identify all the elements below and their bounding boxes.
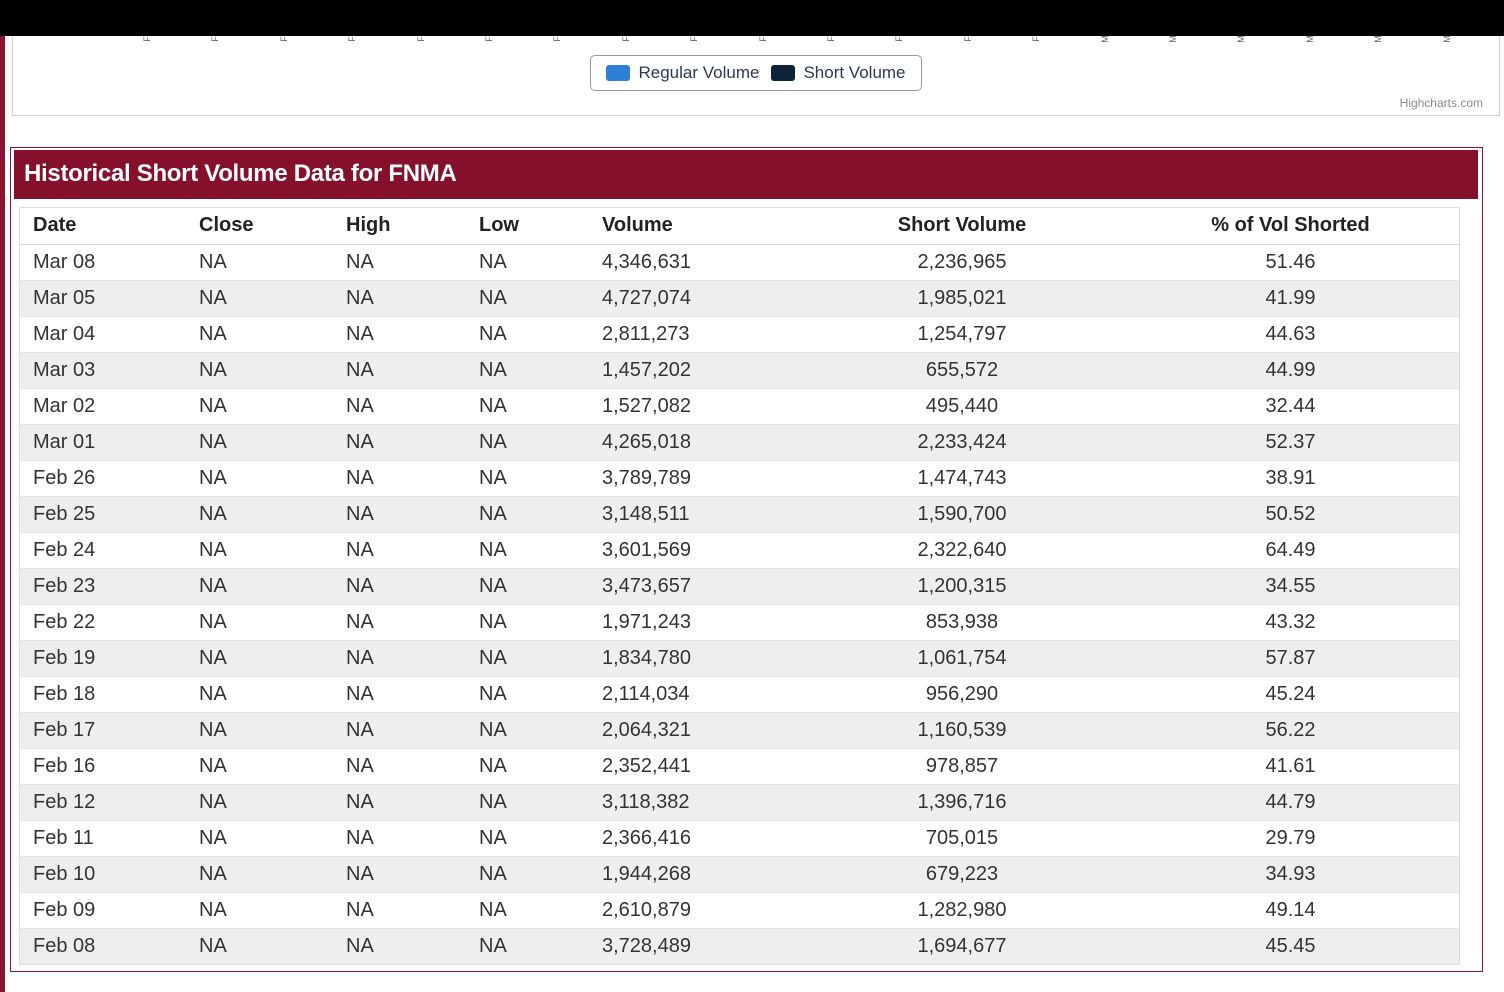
column-header-date: Date (20, 208, 199, 244)
volume-chart (12, 36, 1500, 116)
cell-short-volume: 1,061,754 (802, 640, 1122, 676)
left-accent-bar (0, 36, 5, 992)
cell-short-volume: 978,857 (802, 748, 1122, 784)
x-axis-tick-label: M (1305, 35, 1315, 43)
cell-low: NA (479, 316, 602, 352)
cell-date: Feb 10 (20, 856, 199, 892)
cell-date: Mar 03 (20, 352, 199, 388)
cell-low: NA (479, 424, 602, 460)
x-axis-tick-label: M (1373, 35, 1383, 43)
cell-low: NA (479, 532, 602, 568)
cell-volume: 2,811,273 (602, 316, 802, 352)
x-axis-tick-label: F (689, 36, 699, 42)
regular-volume-swatch (606, 65, 630, 81)
cell-short-volume: 655,572 (802, 352, 1122, 388)
table-body (20, 244, 1459, 964)
cell-low: NA (479, 676, 602, 712)
column-header-pct-shorted: % of Vol Shorted (1122, 208, 1459, 244)
cell-pct-shorted: 41.61 (1122, 748, 1459, 784)
cell-pct-shorted: 44.99 (1122, 352, 1459, 388)
cell-high: NA (346, 496, 479, 532)
column-header-close: Close (199, 208, 346, 244)
legend-item-regular-volume[interactable] (606, 63, 759, 83)
x-axis-tick-label: F (826, 36, 836, 42)
cell-low: NA (479, 892, 602, 928)
cell-low: NA (479, 388, 602, 424)
x-axis-tick-label: F (142, 36, 152, 42)
cell-low: NA (479, 856, 602, 892)
highcharts-credits-link[interactable]: Highcharts.com (1399, 96, 1483, 110)
cell-short-volume: 1,590,700 (802, 496, 1122, 532)
cell-date: Mar 08 (20, 244, 199, 280)
cell-date: Feb 08 (20, 928, 199, 964)
legend-label-regular-volume: Regular Volume (638, 63, 760, 82)
cell-low: NA (479, 352, 602, 388)
short-volume-table (20, 208, 1459, 964)
cell-close: NA (199, 532, 346, 568)
cell-low: NA (479, 640, 602, 676)
cell-pct-shorted: 50.52 (1122, 496, 1459, 532)
x-axis-tick-label: F (347, 36, 357, 42)
cell-volume: 4,265,018 (602, 424, 802, 460)
cell-short-volume: 1,694,677 (802, 928, 1122, 964)
panel-title: Historical Short Volume Data for FNMA (14, 150, 1478, 199)
cell-high: NA (346, 640, 479, 676)
cell-high: NA (346, 532, 479, 568)
chart-legend (590, 55, 922, 91)
cell-short-volume: 1,200,315 (802, 568, 1122, 604)
legend-item-short-volume[interactable] (771, 63, 905, 83)
cell-short-volume: 1,160,539 (802, 712, 1122, 748)
cell-high: NA (346, 424, 479, 460)
x-axis-tick-label: M (1236, 35, 1246, 43)
cell-close: NA (199, 352, 346, 388)
cell-low: NA (479, 928, 602, 964)
table-row (20, 892, 1459, 928)
cell-date: Feb 17 (20, 712, 199, 748)
cell-low: NA (479, 568, 602, 604)
cell-pct-shorted: 52.37 (1122, 424, 1459, 460)
x-axis-tick-label: F (416, 36, 426, 42)
cell-close: NA (199, 784, 346, 820)
cell-volume: 1,834,780 (602, 640, 802, 676)
cell-pct-shorted: 64.49 (1122, 532, 1459, 568)
cell-close: NA (199, 676, 346, 712)
cell-volume: 3,601,569 (602, 532, 802, 568)
cell-high: NA (346, 856, 479, 892)
table-row (20, 856, 1459, 892)
cell-close: NA (199, 568, 346, 604)
cell-pct-shorted: 34.93 (1122, 856, 1459, 892)
cell-volume: 1,971,243 (602, 604, 802, 640)
x-axis-tick-label: F (758, 36, 768, 42)
cell-volume: 2,352,441 (602, 748, 802, 784)
cell-close: NA (199, 316, 346, 352)
cell-pct-shorted: 41.99 (1122, 280, 1459, 316)
x-axis-tick-label: F (484, 36, 494, 42)
cell-close: NA (199, 280, 346, 316)
x-axis-tick-label: F (621, 36, 631, 42)
cell-volume: 2,610,879 (602, 892, 802, 928)
cell-volume: 3,118,382 (602, 784, 802, 820)
x-axis-tick-label: F (1031, 36, 1041, 42)
cell-date: Feb 26 (20, 460, 199, 496)
cell-high: NA (346, 316, 479, 352)
x-axis-tick-label: F (552, 36, 562, 42)
cell-pct-shorted: 57.87 (1122, 640, 1459, 676)
cell-volume: 3,148,511 (602, 496, 802, 532)
cell-date: Feb 16 (20, 748, 199, 784)
cell-high: NA (346, 712, 479, 748)
cell-date: Feb 12 (20, 784, 199, 820)
cell-high: NA (346, 568, 479, 604)
cell-volume: 3,728,489 (602, 928, 802, 964)
cell-volume: 4,727,074 (602, 280, 802, 316)
cell-close: NA (199, 244, 346, 280)
cell-high: NA (346, 892, 479, 928)
table-row (20, 460, 1459, 496)
table-row (20, 568, 1459, 604)
cell-close: NA (199, 892, 346, 928)
cell-volume: 2,366,416 (602, 820, 802, 856)
cell-date: Feb 23 (20, 568, 199, 604)
cell-short-volume: 1,254,797 (802, 316, 1122, 352)
x-axis-tick-label: F (963, 36, 973, 42)
cell-close: NA (199, 820, 346, 856)
cell-date: Mar 01 (20, 424, 199, 460)
table-row (20, 388, 1459, 424)
cell-pct-shorted: 32.44 (1122, 388, 1459, 424)
cell-close: NA (199, 388, 346, 424)
cell-low: NA (479, 712, 602, 748)
cell-date: Feb 19 (20, 640, 199, 676)
cell-short-volume: 1,396,716 (802, 784, 1122, 820)
cell-pct-shorted: 56.22 (1122, 712, 1459, 748)
cell-low: NA (479, 820, 602, 856)
x-axis-tick-label: M (1100, 35, 1110, 43)
cell-short-volume: 2,236,965 (802, 244, 1122, 280)
column-header-volume: Volume (602, 208, 802, 244)
cell-low: NA (479, 496, 602, 532)
cell-date: Feb 11 (20, 820, 199, 856)
cell-high: NA (346, 928, 479, 964)
cell-high: NA (346, 676, 479, 712)
cell-date: Feb 09 (20, 892, 199, 928)
x-axis-tick-label: F (279, 36, 289, 42)
table-row (20, 712, 1459, 748)
cell-volume: 4,346,631 (602, 244, 802, 280)
cell-date: Mar 05 (20, 280, 199, 316)
cell-close: NA (199, 496, 346, 532)
cell-short-volume: 1,282,980 (802, 892, 1122, 928)
cell-short-volume: 495,440 (802, 388, 1122, 424)
cell-short-volume: 679,223 (802, 856, 1122, 892)
cell-close: NA (199, 640, 346, 676)
cell-date: Mar 04 (20, 316, 199, 352)
table-row (20, 604, 1459, 640)
table-row (20, 352, 1459, 388)
table-row (20, 424, 1459, 460)
table-row (20, 280, 1459, 316)
x-axis-tick-label: F (210, 36, 220, 42)
cell-high: NA (346, 460, 479, 496)
cell-low: NA (479, 748, 602, 784)
cell-close: NA (199, 604, 346, 640)
cell-pct-shorted: 34.55 (1122, 568, 1459, 604)
cell-volume: 1,457,202 (602, 352, 802, 388)
cell-low: NA (479, 244, 602, 280)
cell-pct-shorted: 38.91 (1122, 460, 1459, 496)
cell-high: NA (346, 280, 479, 316)
cell-high: NA (346, 244, 479, 280)
table-row (20, 496, 1459, 532)
cell-close: NA (199, 712, 346, 748)
cell-close: NA (199, 460, 346, 496)
cell-volume: 2,114,034 (602, 676, 802, 712)
x-axis-tick-label: M (1168, 35, 1178, 43)
short-volume-swatch (771, 65, 795, 81)
cell-volume: 3,789,789 (602, 460, 802, 496)
cell-volume: 1,944,268 (602, 856, 802, 892)
cell-high: NA (346, 784, 479, 820)
cell-pct-shorted: 51.46 (1122, 244, 1459, 280)
table-row (20, 820, 1459, 856)
cell-short-volume: 705,015 (802, 820, 1122, 856)
table-row (20, 244, 1459, 280)
cell-volume: 3,473,657 (602, 568, 802, 604)
cell-high: NA (346, 820, 479, 856)
cell-high: NA (346, 604, 479, 640)
cell-short-volume: 1,474,743 (802, 460, 1122, 496)
cell-date: Feb 18 (20, 676, 199, 712)
cell-short-volume: 2,322,640 (802, 532, 1122, 568)
cell-pct-shorted: 45.45 (1122, 928, 1459, 964)
cell-pct-shorted: 29.79 (1122, 820, 1459, 856)
column-header-high: High (346, 208, 479, 244)
cell-close: NA (199, 748, 346, 784)
cell-short-volume: 1,985,021 (802, 280, 1122, 316)
column-header-short-volume: Short Volume (802, 208, 1122, 244)
cell-date: Feb 25 (20, 496, 199, 532)
cell-short-volume: 2,233,424 (802, 424, 1122, 460)
cell-date: Feb 22 (20, 604, 199, 640)
cell-low: NA (479, 604, 602, 640)
top-bar (0, 0, 1504, 36)
table-row (20, 928, 1459, 964)
legend-label-short-volume: Short Volume (803, 63, 906, 82)
cell-date: Mar 02 (20, 388, 199, 424)
cell-low: NA (479, 280, 602, 316)
cell-close: NA (199, 928, 346, 964)
table-row (20, 748, 1459, 784)
cell-short-volume: 956,290 (802, 676, 1122, 712)
cell-pct-shorted: 44.63 (1122, 316, 1459, 352)
cell-volume: 2,064,321 (602, 712, 802, 748)
short-volume-table-container (19, 207, 1460, 965)
cell-close: NA (199, 856, 346, 892)
cell-pct-shorted: 49.14 (1122, 892, 1459, 928)
column-header-low: Low (479, 208, 602, 244)
cell-low: NA (479, 460, 602, 496)
table-header-row (20, 208, 1459, 244)
historical-short-volume-panel (10, 147, 1483, 972)
cell-high: NA (346, 352, 479, 388)
x-axis-tick-labels (13, 36, 1499, 46)
table-row (20, 784, 1459, 820)
cell-volume: 1,527,082 (602, 388, 802, 424)
x-axis-tick-label: M (1442, 35, 1452, 43)
cell-close: NA (199, 424, 346, 460)
cell-high: NA (346, 388, 479, 424)
cell-pct-shorted: 43.32 (1122, 604, 1459, 640)
cell-low: NA (479, 784, 602, 820)
cell-short-volume: 853,938 (802, 604, 1122, 640)
table-row (20, 640, 1459, 676)
table-row (20, 676, 1459, 712)
cell-pct-shorted: 44.79 (1122, 784, 1459, 820)
table-row (20, 316, 1459, 352)
cell-high: NA (346, 748, 479, 784)
cell-date: Feb 24 (20, 532, 199, 568)
x-axis-tick-label: F (894, 36, 904, 42)
table-row (20, 532, 1459, 568)
cell-pct-shorted: 45.24 (1122, 676, 1459, 712)
